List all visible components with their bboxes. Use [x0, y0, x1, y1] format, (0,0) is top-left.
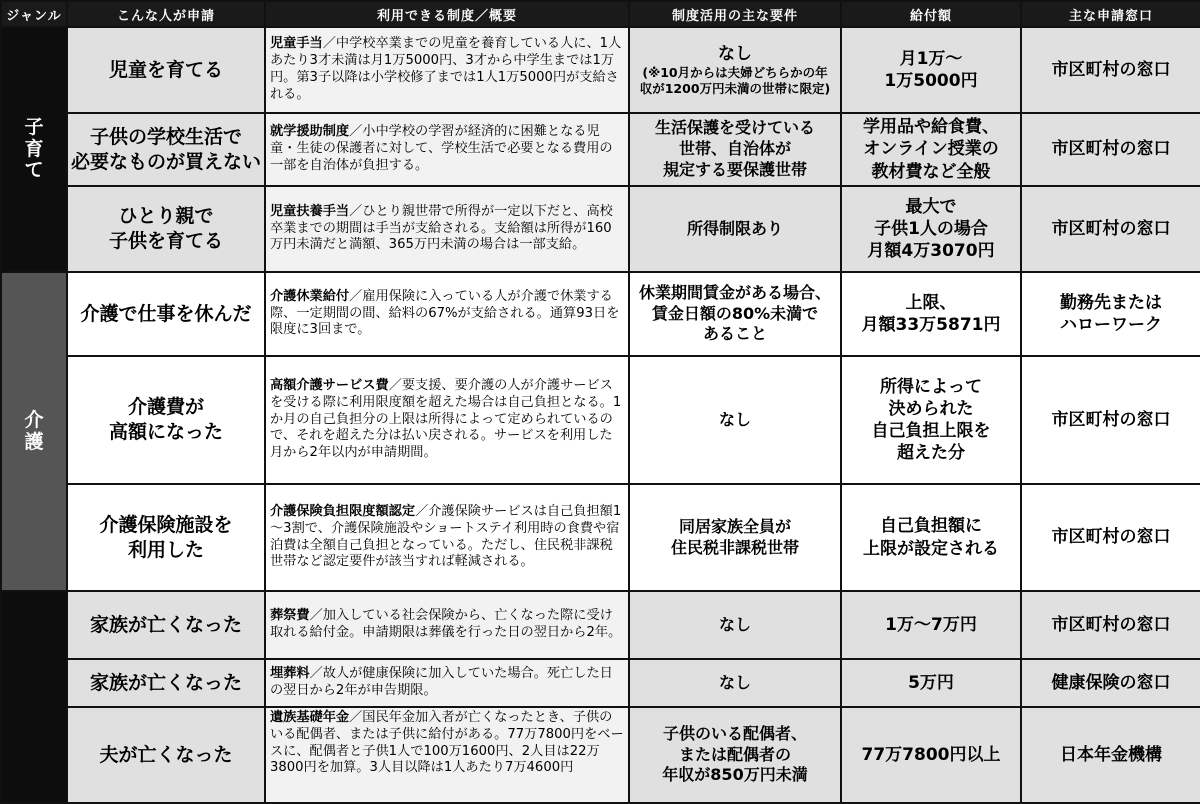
system-name: 介護保険負担限度額認定 — [270, 503, 416, 519]
req-cell: なし — [629, 659, 841, 707]
header-row — [1, 1, 1200, 27]
window-cell: 市区町村の窓口 — [1021, 484, 1200, 591]
genre-nursing-care: 介 護 — [1, 272, 67, 591]
header-window: 主な申請窓口 — [1021, 1, 1200, 27]
amount-cell: 上限、 月額33万5871円 — [841, 272, 1021, 356]
amount-cell: 77万7800円以上 — [841, 707, 1021, 803]
window-cell: 健康保険の窓口 — [1021, 659, 1200, 707]
desc-cell — [265, 272, 629, 356]
table-row — [1, 484, 1200, 591]
who-cell: ひとり親で 子供を育てる — [67, 186, 265, 272]
req-cell: 子供のいる配偶者、 または配偶者の 年収が850万円未満 — [629, 707, 841, 803]
genre-bereavement — [1, 591, 67, 803]
amount-cell: 最大で 子供1人の場合 月額4万3070円 — [841, 186, 1021, 272]
window-cell: 市区町村の窓口 — [1021, 356, 1200, 484]
req-cell: なし — [629, 356, 841, 484]
who-cell: 子供の学校生活で 必要なものが買えない — [67, 113, 265, 186]
req-main: なし — [718, 44, 752, 65]
table-row — [1, 707, 1200, 803]
system-name: 就学援助制度 — [270, 124, 350, 140]
table-row — [1, 186, 1200, 272]
table-row — [1, 356, 1200, 484]
table-row — [1, 659, 1200, 707]
who-cell: 児童を育てる — [67, 27, 265, 113]
window-cell: 市区町村の窓口 — [1021, 113, 1200, 186]
system-desc: ／中学校卒業までの児童を養育している人に、1人あたり3才未満は月1万5000円、3才から中学生までは1万円。第3子以降は小学校修了までは1人1万5000円が支給される。 — [270, 36, 622, 102]
header-genre: ジャンル — [1, 1, 67, 27]
system-name: 介護休業給付 — [270, 288, 350, 304]
desc-cell — [265, 659, 629, 707]
system-name: 児童手当 — [270, 36, 323, 52]
amount-cell: 自己負担額に 上限が設定される — [841, 484, 1021, 591]
window-cell: 市区町村の窓口 — [1021, 186, 1200, 272]
who-cell: 家族が亡くなった — [67, 659, 265, 707]
desc-cell — [265, 356, 629, 484]
who-cell: 介護で仕事を休んだ — [67, 272, 265, 356]
system-desc: ／要支援、要介護の人が介護サービスを受ける際に利用限度額を超えた場合は自己負担となる。1か月の自己負担分の上限は所得によって定められているので、それを超えた分は払い戻される。サービスを利用した月から2年以内が申請期間。 — [270, 378, 622, 461]
who-cell: 介護保険施設を 利用した — [67, 484, 265, 591]
header-system: 利用できる制度／概要 — [265, 1, 629, 27]
system-desc: ／小中学校の学習が経済的に困難となる児童・生徒の保護者に対して、学校生活で必要となる費用の一部を自治体が負担する。 — [270, 124, 613, 173]
system-desc: ／国民年金加入者が亡くなったとき、子供のいる配偶者、または子供に給付がある。77万7800円をベースに、配偶者と子供1人で100万1600円、2人目は22万3800円を加算。3人目以降は1人あたり7万4600円 — [270, 710, 624, 776]
system-name: 児童扶養手当 — [270, 203, 350, 219]
desc-cell — [265, 186, 629, 272]
desc-cell — [265, 484, 629, 591]
who-cell: 夫が亡くなった — [67, 707, 265, 803]
window-cell: 日本年金機構 — [1021, 707, 1200, 803]
amount-cell: 1万～7万円 — [841, 591, 1021, 659]
system-desc: ／介護保険サービスは自己負担額1～3割で、介護保険施設やショートステイ利用時の食費や宿泊費は全額自己負担となっている。ただし、住民税非課税世帯など認定要件が該当すれば軽減される。 — [270, 503, 622, 570]
system-desc: ／ひとり親世帯で所得が一定以下だと、高校卒業までの期間は手当が支給される。支給額は所得が160万円未満だと満額、365万円未満の場合は一部支給。 — [270, 203, 613, 253]
table-row — [1, 591, 1200, 659]
system-name: 埋葬料 — [270, 666, 310, 682]
table-row — [1, 27, 1200, 113]
table-row — [1, 113, 1200, 186]
amount-cell: 所得によって 決められた 自己負担上限を 超えた分 — [841, 356, 1021, 484]
req-cell: 生活保護を受けている 世帯、自治体が 規定する要保護世帯 — [629, 113, 841, 186]
desc-cell — [265, 591, 629, 659]
genre-childcare: 子 育 て — [1, 27, 67, 272]
table-row — [1, 272, 1200, 356]
system-name: 高額介護サービス費 — [270, 378, 389, 394]
who-cell: 家族が亡くなった — [67, 591, 265, 659]
system-desc: ／故人が健康保険に加入していた場合。死亡した日の翌日から2年が申告期限。 — [270, 666, 613, 698]
amount-cell: 5万円 — [841, 659, 1021, 707]
header-requirement: 制度活用の主な要件 — [629, 1, 841, 27]
who-cell: 介護費が 高額になった — [67, 356, 265, 484]
req-note: (※10月からは夫婦どちらかの年収が1200万円未満の世帯に限定) — [639, 65, 831, 97]
req-cell: 所得制限あり — [629, 186, 841, 272]
header-who: こんな人が申請 — [67, 1, 265, 27]
req-cell: 同居家族全員が 住民税非課税世帯 — [629, 484, 841, 591]
system-name: 遺族基礎年金 — [270, 710, 350, 725]
window-cell: 勤務先または ハローワーク — [1021, 272, 1200, 356]
desc-cell — [265, 707, 629, 803]
amount-cell: 学用品や給食費、 オンライン授業の 教材費など全般 — [841, 113, 1021, 186]
amount-cell: 月1万～ 1万5000円 — [841, 27, 1021, 113]
req-cell — [629, 27, 841, 113]
system-desc: ／雇用保険に入っている人が介護で休業する際、一定期間の間、給料の67%が支給される。通算93日を限度に3回まで。 — [270, 288, 620, 338]
system-name: 葬祭費 — [270, 608, 310, 624]
desc-cell — [265, 113, 629, 186]
header-amount: 給付額 — [841, 1, 1021, 27]
desc-cell — [265, 27, 629, 113]
window-cell: 市区町村の窓口 — [1021, 27, 1200, 113]
window-cell: 市区町村の窓口 — [1021, 591, 1200, 659]
system-desc: ／加入している社会保険から、亡くなった際に受け取れる給付金。申請期限は葬儀を行った日の翌日から2年。 — [270, 608, 622, 640]
req-cell: なし — [629, 591, 841, 659]
req-cell: 休業期間賃金がある場合、 賃金日額の80%未満で あること — [629, 272, 841, 356]
